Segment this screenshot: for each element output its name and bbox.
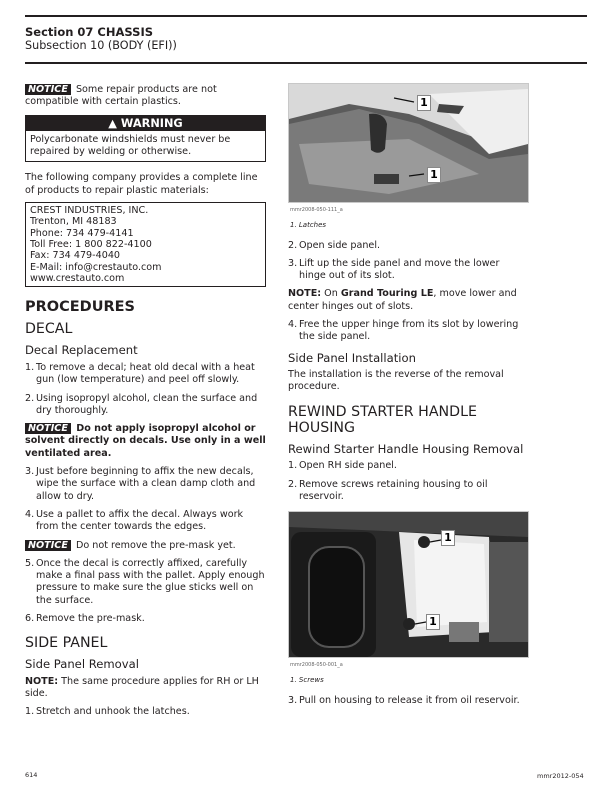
contact-line: Phone: 734 479-4141: [30, 227, 134, 239]
side-panel-installation-heading: Side Panel Installation: [288, 350, 416, 365]
contact-line: Trenton, MI 48183: [30, 216, 117, 228]
note: NOTE: On Grand Touring LE, move lower and center hinges out of slots.: [288, 288, 517, 312]
contact-line: CREST INDUSTRIES, INC.: [30, 205, 149, 217]
side-panel-heading: SIDE PANEL: [25, 635, 108, 652]
side-panel-removal-heading: Side Panel Removal: [25, 657, 139, 672]
list-item: 1. Stretch and unhook the latches.: [25, 706, 190, 718]
page-number: 614: [25, 771, 38, 779]
notice-tag: NOTICE: [25, 540, 71, 551]
top-rule: [25, 15, 587, 17]
right-column: [288, 83, 529, 713]
callout-1-lower: 1: [426, 614, 440, 630]
list-item: 2. Remove screws retaining housing to oil reservoir.: [288, 478, 488, 502]
list-item: 2. Using isopropyl alcohol, clean the surface and dry thoroughly.: [25, 392, 258, 416]
notice-3: NOTICE Do not remove the pre-mask yet.: [25, 540, 266, 552]
note: NOTE: The same procedure applies for RH or LH side.: [25, 675, 259, 700]
rewind-removal-heading: Rewind Starter Handle Housing Removal: [288, 441, 524, 456]
list-item: 3. Lift up the side panel and move the lower hinge out of its slot.: [288, 257, 500, 282]
list-item: 6. Remove the pre-mask.: [25, 613, 145, 624]
warning-box: [25, 115, 266, 163]
callout-1-upper: 1: [417, 95, 431, 111]
figure-reference: mmr2008-050-111_a: [290, 207, 343, 213]
procedures-heading: PROCEDURES: [25, 299, 135, 316]
callout-1-upper: 1: [441, 530, 455, 546]
screws-photo: [289, 512, 528, 657]
intro-text: The following company provides a complete line of products to repair plastic materials:: [25, 172, 258, 196]
list-item: 3. Just before beginning to affix the new decals, wipe the surface with a clean damp cloth and allow to dry.: [25, 466, 256, 502]
warning-text: Polycarbonate windshields must never be repaired by welding or otherwise.: [30, 133, 231, 158]
notice-2: NOTICE Do not apply isopropyl alcohol or solvent directly on decals. Use only in a well ventilated area.: [25, 423, 266, 459]
list-item: 5. Once the decal is correctly affixed, carefully make a final pass with the pallet. Apply enough pressure to make sure the glue sticks well on the surface.: [25, 557, 265, 606]
contact-box: [25, 202, 266, 287]
figure-reference: mmr2008-050-001_a: [290, 662, 343, 669]
latches-figure: [288, 83, 529, 203]
notice-1: NOTICE Some repair products are not compatible with certain plastics.: [25, 84, 217, 108]
list-item: 2. Open side panel.: [288, 239, 381, 251]
list-item: 1. Open RH side panel.: [288, 460, 397, 472]
decal-replacement-heading: Decal Replacement: [25, 343, 138, 358]
rewind-heading: REWIND STARTER HANDLE HOUSING: [288, 403, 477, 436]
contact-line: Toll Free: 1 800 822-4100: [30, 238, 152, 250]
screws-figure: [288, 511, 529, 658]
contact-line: E-Mail: info@crestauto.com: [30, 261, 162, 273]
contact-line: Fax: 734 479-4040: [30, 250, 121, 262]
figure-caption: 1. Screws: [290, 676, 324, 685]
callout-1-lower: 1: [427, 167, 441, 183]
list-item: 4. Free the upper hinge from its slot by lowering the side panel.: [288, 319, 519, 343]
list-item: 1. To remove a decal; heat old decal with a heat gun (low temperature) and peel off slowly.: [25, 361, 255, 386]
document-code: mmr2012-054: [537, 772, 584, 780]
left-column: [25, 84, 266, 725]
decal-heading: DECAL: [25, 321, 73, 338]
figure-caption: 1. Latches: [290, 221, 327, 230]
installation-text: The installation is the reverse of the removal procedure.: [288, 369, 504, 393]
warning-triangle-icon: ▲: [108, 116, 117, 130]
warning-header: ▲ WARNING: [26, 116, 265, 131]
notice-tag: NOTICE: [25, 423, 71, 434]
list-item: 4. Use a pallet to affix the decal. Always work from the center towards the edges.: [25, 508, 244, 533]
section-title: Section 07 CHASSIS: [25, 25, 154, 39]
header-rule: [25, 62, 587, 64]
contact-line: www.crestauto.com: [30, 272, 125, 284]
notice-tag: NOTICE: [25, 84, 71, 95]
latches-photo: [289, 84, 528, 202]
subsection-title: Subsection 10 (BODY (EFI)): [25, 39, 177, 52]
list-item: 3. Pull on housing to release it from oil reservoir.: [288, 694, 520, 706]
